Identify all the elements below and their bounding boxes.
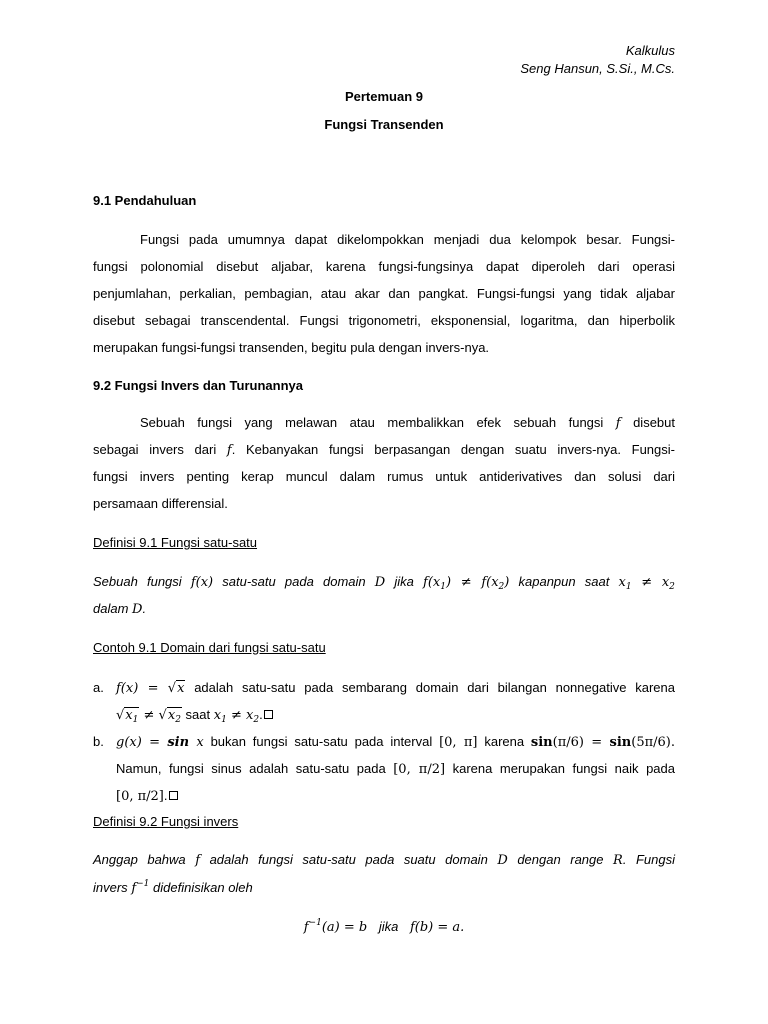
definition-heading-9-2: Definisi 9.2 Fungsi invers (93, 814, 239, 829)
list-marker-b: b. (93, 734, 104, 749)
paragraph-line: sebagai invers dari f. Kebanyakan fungsi berpasangan dengan suatu invers-nya. Fungsi- (93, 442, 675, 458)
page-subtitle: Fungsi Transenden (324, 117, 444, 132)
definition-text: invers $f^{-1}$ didefinisikan oleh (93, 879, 253, 896)
paragraph-line: penjumlahan, perkalian, pembagian, atau akar dan pangkat. Fungsi-fungsi yang tidak aljabar (93, 286, 675, 301)
paragraph-line: disebut sebagai transcendental. Fungsi trigonometri, eksponensial, logaritma, dan hiperbolik (93, 313, 675, 328)
example-heading-9-1: Contoh 9.1 Domain dari fungsi satu-satu (93, 640, 326, 655)
paragraph-line: fungsi invers penting kerap muncul dalam rumus untuk antiderivatives dan solusi dari (93, 469, 675, 484)
header-author: Seng Hansun, S.Si., M.Cs. (520, 61, 675, 76)
list-item-a-line1: f(x) = √x adalah satu-satu pada sembarang domain dari bilangan nonnegative karena (116, 680, 675, 696)
inverse-equation: $f^{-1}(a) = b$ jika f(b) = a. (303, 918, 465, 935)
list-item-b-line1: g(x) = sin x bukan fungsi satu-satu pada interval [0, π] karena sin(π/6) = sin(5π/6). (116, 734, 676, 750)
definition-text: dalam D. (93, 601, 147, 617)
paragraph-line: Fungsi pada umumnya dapat dikelompokkan menjadi dua kelompok besar. Fungsi- (140, 232, 675, 247)
definition-text: Anggap bahwa f adalah fungsi satu-satu pada suatu domain D dengan range R. Fungsi (93, 852, 676, 868)
paragraph-line: persamaan differensial. (93, 496, 228, 511)
definition-text: Sebuah fungsi f(x) satu-satu pada domain D jika $f(x_1) \ne f(x_2)$ kapanpun saat $x_1 \ne x_2$ (93, 574, 675, 592)
paragraph-line: merupakan fungsi-fungsi transenden, begitu pula dengan invers-nya. (93, 340, 490, 355)
definition-heading-9-1: Definisi 9.1 Fungsi satu-satu (93, 535, 258, 550)
list-item-a-line2: $√x_1 \ne √x_2$ saat $x_1 \ne x_2$. (116, 707, 273, 725)
qed-square-icon (169, 791, 178, 800)
header-course: Kalkulus (625, 43, 675, 58)
list-item-b-line2: Namun, fungsi sinus adalah satu-satu pada [0, π/2] karena merupakan fungsi naik pada (116, 761, 675, 777)
page-title: Pertemuan 9 (344, 89, 424, 104)
paragraph-line: fungsi polonomial disebut aljabar, karena fungsi-fungsinya dapat diperoleh dari operasi (93, 259, 675, 274)
list-item-b-line3: [0, π/2]. (116, 788, 178, 804)
section-heading-9-1: 9.1 Pendahuluan (93, 193, 197, 208)
paragraph-line: Sebuah fungsi yang melawan atau membalikkan efek sebuah fungsi f disebut (140, 415, 675, 431)
qed-square-icon (264, 710, 273, 719)
section-heading-9-2: 9.2 Fungsi Invers dan Turunannya (93, 378, 303, 393)
list-marker-a: a. (93, 680, 104, 695)
